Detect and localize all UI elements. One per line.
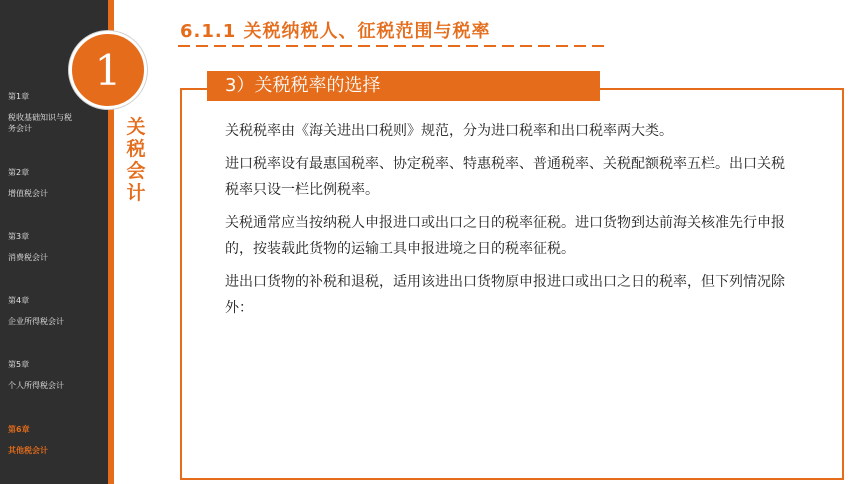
sidebar-item-chapter-2[interactable]: [8, 167, 48, 199]
section-vertical-title: [125, 116, 147, 204]
title-dashed-underline: [178, 45, 606, 47]
chapter-number: 第5章: [8, 360, 30, 369]
paragraph: 关税通常应当按纳税人申报进口或出口之日的税率征税。进口货物到达前海关核准先行申报的，按装载此货物的运输工具申报进境之日的税率征税。: [225, 215, 785, 257]
chapter-name: 企业所得税会计: [8, 317, 64, 326]
vertical-char: 关: [126, 116, 146, 138]
section-number: 1: [94, 45, 122, 95]
sidebar-item-chapter-1[interactable]: [8, 91, 72, 134]
paragraph: 关税税率由《海关进出口税则》规范，分为进口税率和出口税率两大类。: [225, 123, 673, 139]
paragraph: 进口税率设有最惠国税率、协定税率、特惠税率、普通税率、关税配额税率五栏。出口关税税率只设一栏比例税率。: [225, 156, 785, 198]
vertical-char: 会: [126, 160, 146, 182]
content-body: [225, 118, 797, 328]
sidebar-item-chapter-6[interactable]: [8, 424, 48, 456]
paragraph: 进出口货物的补税和退税，适用该进出口货物原申报进口或出口之日的税率，但下列情况除外：: [225, 274, 785, 316]
sidebar-item-chapter-5[interactable]: [8, 359, 64, 391]
vertical-char: 计: [126, 182, 146, 204]
chapter-number: 第4章: [8, 296, 30, 305]
chapter-number: 第1章: [8, 92, 30, 101]
chapter-name: 个人所得税会计: [8, 381, 64, 390]
subsection-tab: 3）关税税率的选择: [207, 71, 600, 101]
page-title: 6.1.1 关税纳税人、征税范围与税率: [180, 21, 491, 42]
chapter-name: 税收基础知识与税务会计: [8, 113, 72, 133]
chapter-number: 第2章: [8, 168, 30, 177]
chapter-name: 增值税会计: [8, 189, 48, 198]
sidebar-item-chapter-3[interactable]: [8, 231, 48, 263]
sidebar-item-chapter-4[interactable]: [8, 295, 64, 327]
chapter-number: 第6章: [8, 425, 30, 434]
section-number-badge: [69, 31, 147, 109]
vertical-char: 税: [126, 138, 146, 160]
chapter-name: 其他税会计: [8, 446, 48, 455]
chapter-number: 第3章: [8, 232, 30, 241]
chapter-name: 消费税会计: [8, 253, 48, 262]
